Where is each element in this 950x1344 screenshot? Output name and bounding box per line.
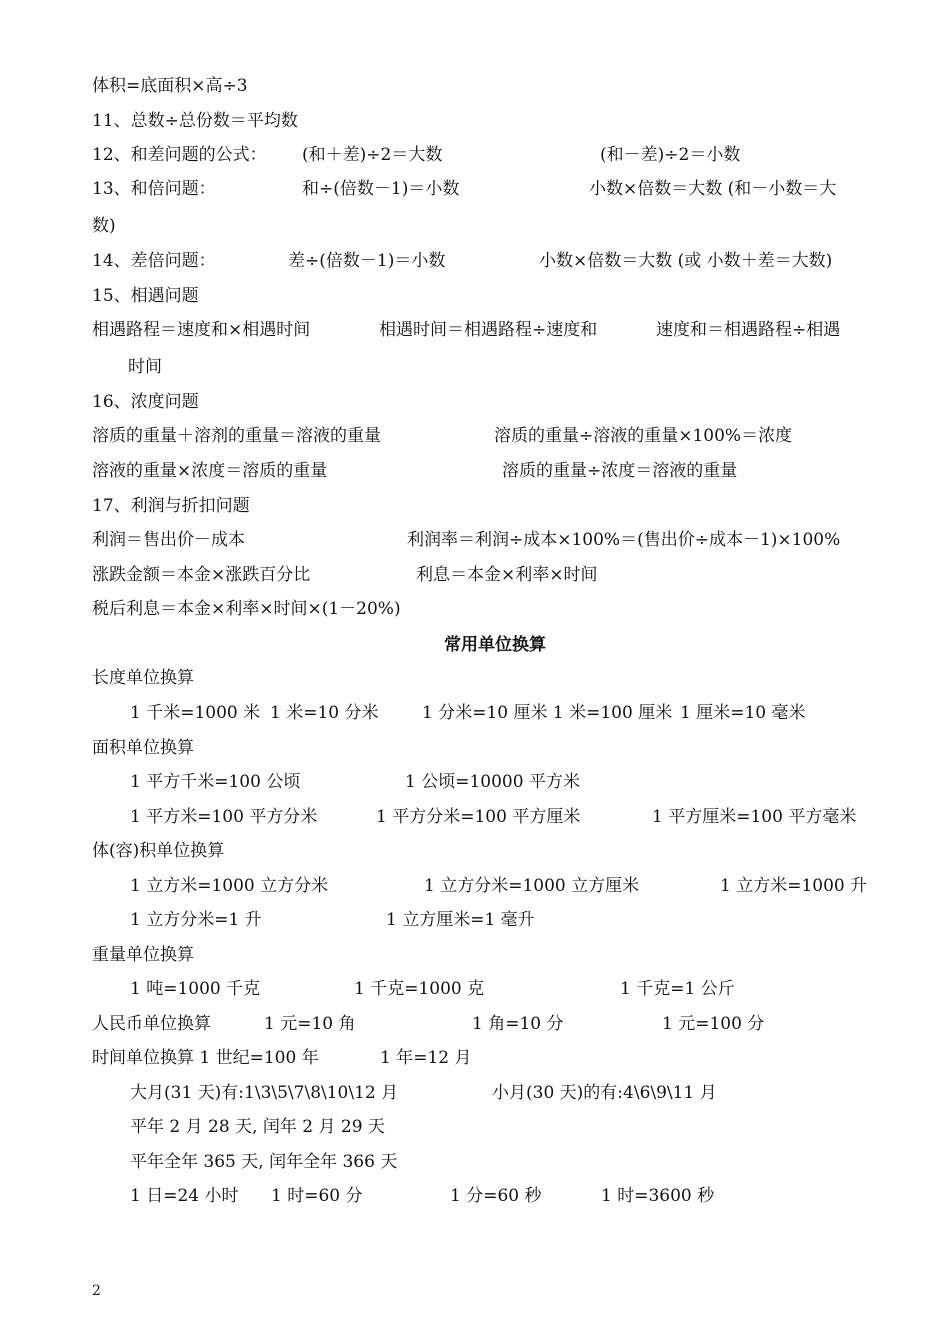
concentration-formula-4: 溶质的重量÷浓度＝溶液的重量 (502, 461, 738, 481)
after-tax-interest-formula: 税后利息＝本金×利率×时间×(1－20%) (92, 599, 401, 619)
concentration-formula-3: 溶液的重量×浓度＝溶质的重量 (92, 461, 328, 481)
text-line (92, 456, 890, 486)
volume-conversion-title: 体(容)积单位换算 (92, 841, 225, 861)
price-change-formula: 涨跌金额＝本金×涨跌百分比 (92, 565, 311, 585)
text-continuation: 时间 (128, 357, 162, 377)
text-line (92, 663, 890, 693)
area-conversion-title: 面积单位换算 (92, 738, 194, 758)
text-line (130, 698, 890, 728)
sum-diff-formula-small: (和－差)÷2＝小数 (600, 145, 741, 165)
section-concentration: 16、浓度问题 (92, 392, 199, 412)
area-conversion-item: 1 平方米=100 平方分米 (130, 807, 318, 827)
volume-conversion-item: 1 立方分米=1000 立方厘米 (424, 876, 640, 896)
concentration-formula-2: 溶质的重量÷溶液的重量×100%＝浓度 (494, 426, 793, 446)
meeting-formula-2: 相遇时间＝相遇路程÷速度和 (379, 320, 598, 340)
text-line (92, 387, 890, 417)
time-conversion-item: 1 日=24 小时 (130, 1186, 239, 1206)
length-conversion-title: 长度单位换算 (92, 668, 194, 688)
text-line (92, 733, 890, 763)
text-line (130, 802, 890, 832)
text-line (92, 491, 890, 521)
length-conversion-item: 1 米=10 分米 (270, 703, 379, 723)
text-line (92, 525, 890, 555)
currency-conversion-item: 1 角=10 分 (472, 1014, 564, 1034)
currency-conversion-item: 1 元=100 分 (662, 1014, 765, 1034)
profit-formula: 利润＝售出价－成本 (92, 530, 245, 550)
text-line (92, 71, 890, 101)
text-continuation: 数) (92, 216, 116, 236)
area-conversion-item: 1 平方分米=100 平方厘米 (376, 807, 581, 827)
text-line (92, 594, 890, 624)
text-line (92, 211, 890, 241)
time-conversion-item: 1 时=60 分 (271, 1186, 363, 1206)
area-conversion-item: 1 平方厘米=100 平方毫米 (652, 807, 857, 827)
currency-conversion-title: 人民币单位换算 (92, 1014, 211, 1034)
length-conversion-item: 1 厘米=10 毫米 (680, 703, 806, 723)
time-conversion-item: 1 分=60 秒 (450, 1186, 542, 1206)
diff-multiple-formula-large: 小数×倍数＝大数 (或 小数＋差＝大数) (539, 251, 833, 271)
length-conversion-item: 1 千米=1000 米 (130, 703, 261, 723)
currency-conversion-item: 1 元=10 角 (264, 1014, 356, 1034)
text-line (92, 940, 890, 970)
area-conversion-item: 1 平方千米=100 公顷 (130, 772, 301, 792)
volume-conversion-item: 1 立方米=1000 立方分米 (130, 876, 329, 896)
section-profit-discount: 17、利润与折扣问题 (92, 496, 250, 516)
text-line (130, 1147, 890, 1177)
weight-conversion-title: 重量单位换算 (92, 945, 194, 965)
text-line (130, 871, 890, 901)
text-line (130, 1181, 890, 1211)
text-line (92, 106, 890, 136)
text-line (130, 1112, 890, 1142)
length-conversion-item: 1 分米=10 厘米 1 米=100 厘米 (422, 703, 673, 723)
meeting-formula-3: 速度和＝相遇路程÷相遇 (656, 320, 841, 340)
text-line (92, 246, 890, 276)
page-number: 2 (92, 1283, 101, 1299)
text-line (92, 560, 890, 590)
text-line (92, 1043, 890, 1073)
weight-conversion-item: 1 千克=1 公斤 (620, 979, 735, 999)
concentration-formula-1: 溶质的重量＋溶剂的重量＝溶液的重量 (92, 426, 381, 446)
time-conversion-title: 时间单位换算 1 世纪=100 年 (92, 1048, 319, 1068)
text-line (92, 1009, 890, 1039)
diff-multiple-formula-small: 差÷(倍数－1)＝小数 (288, 251, 446, 271)
weight-conversion-item: 1 千克=1000 克 (354, 979, 485, 999)
section-heading-unit-conversion: 常用单位换算 (444, 635, 546, 655)
profit-rate-formula: 利润率＝利润÷成本×100%＝(售出价÷成本－1)×100% (407, 530, 841, 550)
formula-average: 11、总数÷总份数＝平均数 (92, 111, 298, 131)
short-months: 小月(30 天)的有:4\6\9\11 月 (492, 1083, 717, 1103)
volume-conversion-item: 1 立方米=1000 升 (720, 876, 868, 896)
meeting-formula-1: 相遇路程＝速度和×相遇时间 (92, 320, 311, 340)
interest-formula: 利息＝本金×利率×时间 (416, 565, 598, 585)
sum-diff-formula-large: (和＋差)÷2＝大数 (302, 145, 443, 165)
volume-conversion-item: 1 立方厘米=1 毫升 (386, 910, 535, 930)
text-line (92, 174, 890, 204)
formula-volume: 体积=底面积×高÷3 (92, 76, 248, 96)
long-months: 大月(31 天)有:1\3\5\7\8\10\12 月 (130, 1083, 399, 1103)
sum-diff-title: 12、和差问题的公式： (92, 145, 267, 165)
february-days: 平年 2 月 28 天, 闰年 2 月 29 天 (130, 1117, 385, 1137)
area-conversion-item: 1 公顷=10000 平方米 (405, 772, 580, 792)
text-line (92, 140, 890, 170)
text-line (92, 836, 890, 866)
year-days: 平年全年 365 天, 闰年全年 366 天 (130, 1152, 398, 1172)
text-line (92, 281, 890, 311)
text-line (92, 315, 890, 345)
text-line (130, 1078, 890, 1108)
volume-conversion-item: 1 立方分米=1 升 (130, 910, 262, 930)
weight-conversion-item: 1 吨=1000 千克 (130, 979, 261, 999)
section-meeting-problem: 15、相遇问题 (92, 286, 199, 306)
diff-multiple-title: 14、差倍问题： (92, 251, 216, 271)
sum-multiple-title: 13、和倍问题： (92, 179, 216, 199)
sum-multiple-formula-small: 和÷(倍数－1)＝小数 (302, 179, 460, 199)
text-line (130, 905, 890, 935)
text-line (130, 767, 890, 797)
sum-multiple-formula-large: 小数×倍数＝大数 (和－小数＝大 (589, 179, 837, 199)
time-conversion-item: 1 时=3600 秒 (601, 1186, 715, 1206)
text-line (92, 421, 890, 451)
text-line (128, 352, 890, 382)
time-conversion-item: 1 年=12 月 (380, 1048, 472, 1068)
text-line (130, 974, 890, 1004)
